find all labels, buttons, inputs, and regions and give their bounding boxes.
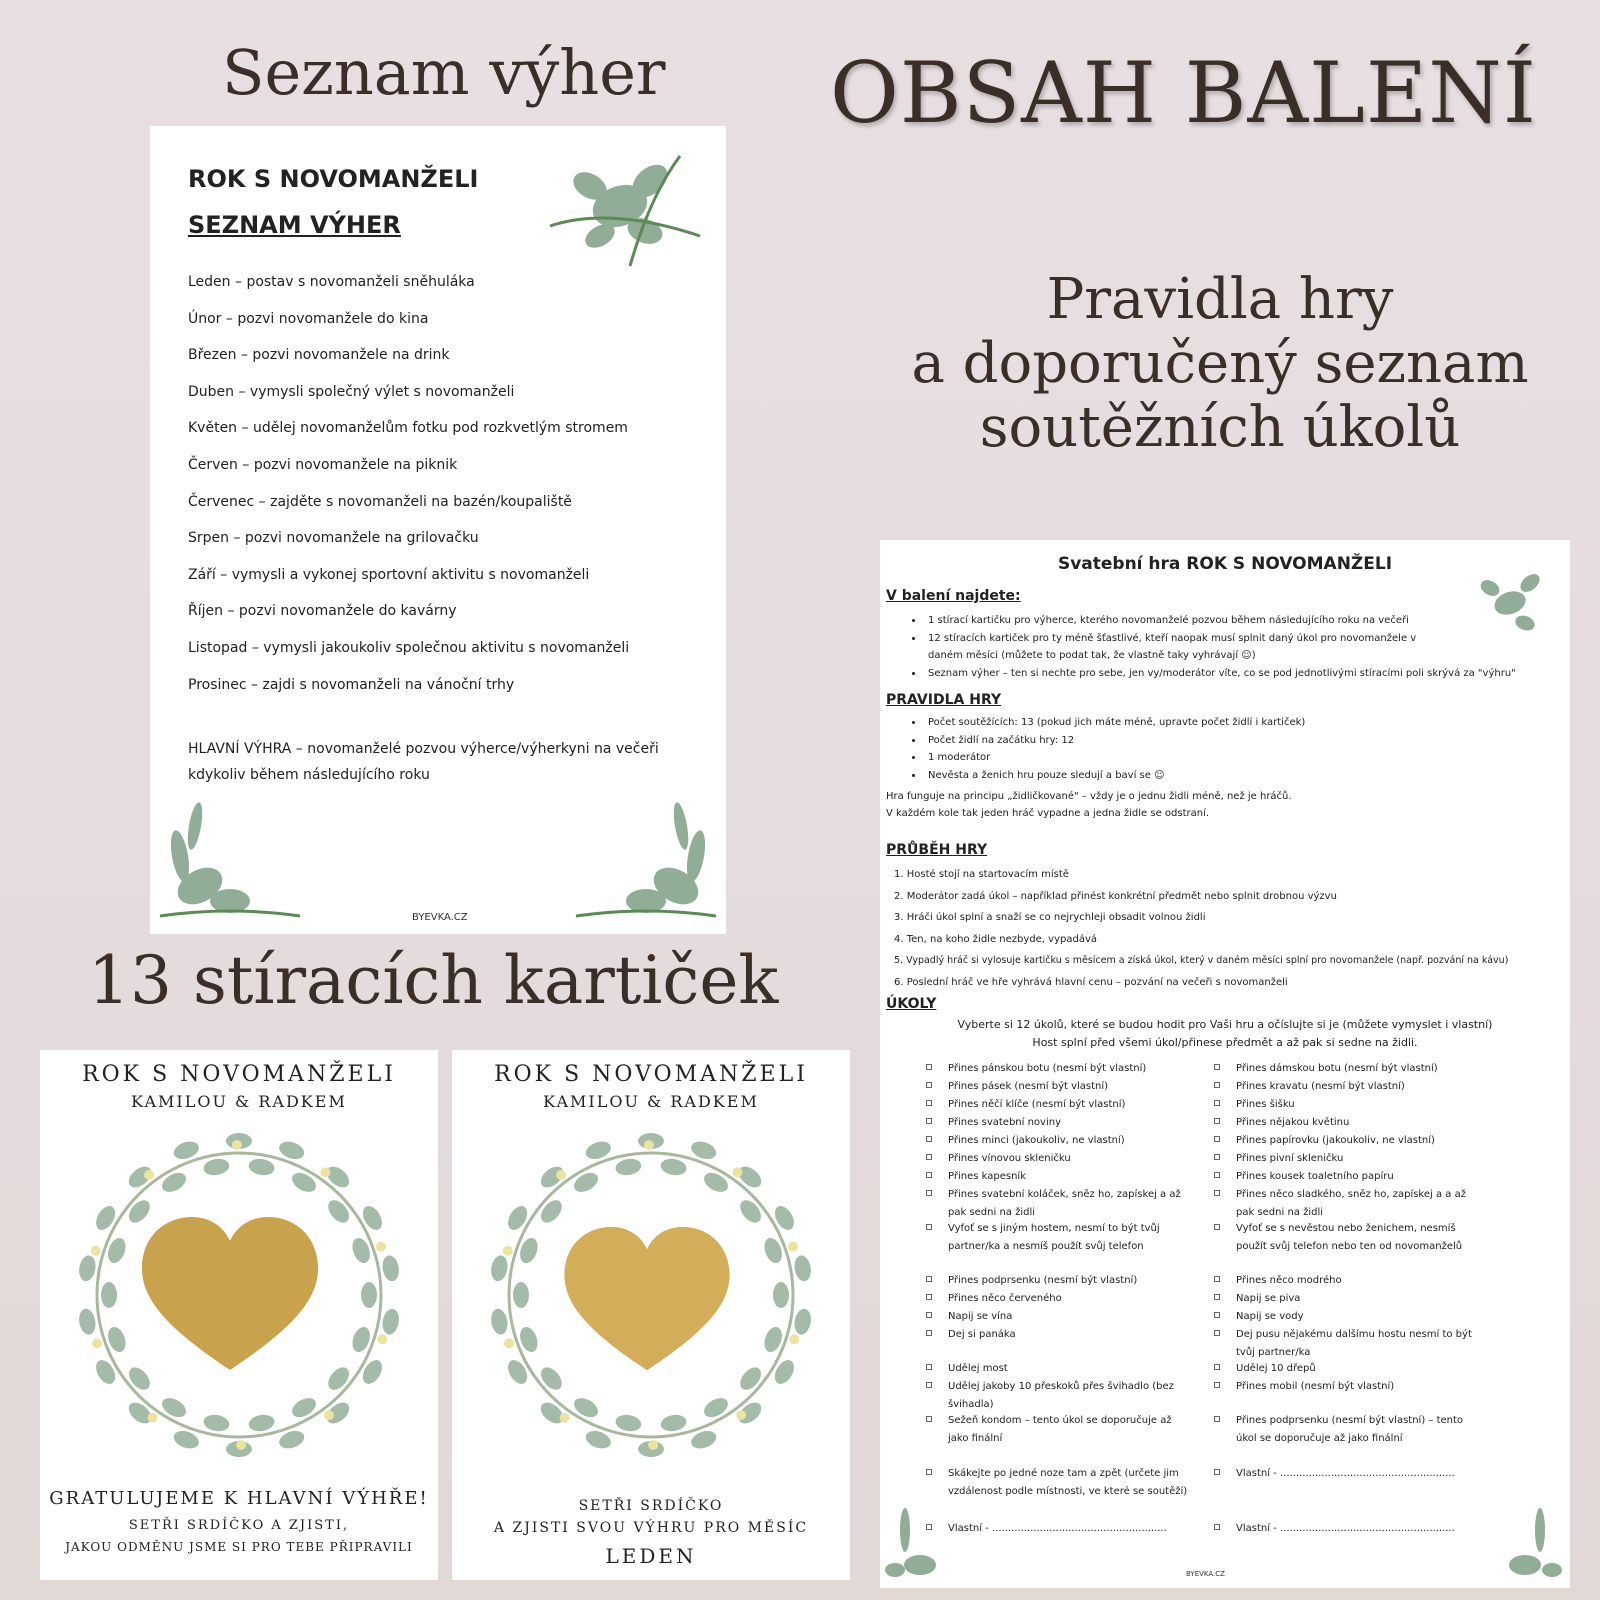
rules-explanation-line1: Hra funguje na principu „židličkované" – vždy je o jednu židli méně, než je hráčů. bbox=[886, 791, 1292, 802]
wreath-flower bbox=[644, 1140, 654, 1150]
scratch-card-main-prize bbox=[40, 1050, 438, 1580]
task-item bbox=[926, 1078, 1226, 1096]
checkbox-icon[interactable] bbox=[926, 1312, 932, 1318]
prize-item: Září – vymysli a vykonej sportovní aktivitu s novomanželi bbox=[188, 566, 590, 583]
wreath-leaf bbox=[773, 1282, 789, 1308]
task-item bbox=[1214, 1465, 1514, 1483]
card-main-title: ROK S NOVOMANŽELI bbox=[82, 1062, 396, 1087]
rules-item: • 1 moderátor bbox=[924, 749, 1564, 767]
wreath-flower bbox=[320, 1167, 330, 1177]
wreath-leaf bbox=[159, 1394, 190, 1421]
prize-list bbox=[188, 264, 708, 703]
wreath-leaf bbox=[489, 1308, 509, 1336]
task-item bbox=[1214, 1168, 1514, 1186]
wreath-leaf bbox=[202, 1157, 230, 1177]
gold-scratch-heart[interactable] bbox=[140, 1215, 320, 1375]
checkbox-icon[interactable] bbox=[1214, 1118, 1220, 1124]
progress-step: 5. Vypadlý hráč si vylosuje kartičku s měsícem a získá úkol, který v daném měsíci splní pro novomanžele (např. pozvání na kávu) bbox=[894, 955, 1509, 966]
tasks-left-column bbox=[926, 1060, 1226, 1570]
task-item bbox=[926, 1186, 1226, 1221]
wreath-leaf bbox=[793, 1254, 813, 1282]
wreath-flower bbox=[92, 1338, 102, 1348]
heading-rules bbox=[880, 268, 1560, 460]
task-item bbox=[1214, 1150, 1514, 1168]
scratch-card-month bbox=[452, 1050, 850, 1580]
checkbox-icon[interactable] bbox=[1214, 1294, 1220, 1300]
prize-item: Srpen – pozvi novomanžele na grilovačku bbox=[188, 530, 479, 547]
task-item bbox=[1214, 1096, 1514, 1114]
section-rules: PRAVIDLA HRY bbox=[886, 692, 1002, 708]
wreath-leaf bbox=[736, 1196, 765, 1226]
prize-item: Březen – pozvi novomanžele na drink bbox=[188, 347, 450, 364]
wreath-leaf bbox=[324, 1196, 353, 1226]
wreath-leaf bbox=[659, 1157, 687, 1177]
checkbox-icon[interactable] bbox=[1214, 1064, 1220, 1070]
wreath-flower bbox=[560, 1413, 570, 1423]
task-text: Přines něčí klíče (nesmí být vlastní) bbox=[948, 1099, 1126, 1110]
task-text: Přines papírovku (jakoukoliv, ne vlastní) bbox=[1236, 1135, 1435, 1146]
section-progress: PRŮBĚH HRY bbox=[886, 842, 988, 858]
heading-rules-line3: soutěžních úkolů bbox=[979, 395, 1461, 460]
checkbox-icon[interactable] bbox=[1214, 1330, 1220, 1336]
gold-scratch-heart[interactable] bbox=[562, 1225, 732, 1375]
tasks-intro bbox=[880, 1016, 1570, 1052]
eucalyptus-decoration-rules-bottom-right bbox=[1480, 1470, 1570, 1588]
task-text: Dej si panáka bbox=[948, 1329, 1016, 1340]
task-item bbox=[926, 1150, 1226, 1168]
task-item bbox=[1214, 1290, 1514, 1308]
package-item: • 12 stíracích kartiček pro ty méně šťastlivé, kteří naopak musí splnit daný úkol pro novomanžele v daném měsíci (můžete to podat tak, že vlastně taky vyhrávají ☺) bbox=[924, 630, 1444, 665]
wreath-flower bbox=[504, 1338, 514, 1348]
wreath-leaf bbox=[659, 1413, 687, 1433]
task-text: Dej pusu nějakému dalšímu hostu nesmí to být tvůj partner/ka bbox=[1236, 1329, 1472, 1358]
card-main-headline: GRATULUJEME K HLAVNÍ VÝHŘE! bbox=[49, 1488, 429, 1509]
task-item bbox=[926, 1465, 1226, 1500]
task-item bbox=[926, 1060, 1226, 1078]
task-text: Vlastní - ....................................................... bbox=[1236, 1468, 1455, 1479]
package-item: • 1 stírací kartičku pro výherce, kterého novomanželé pozvou během následujícího roku na večeři bbox=[924, 612, 1564, 630]
task-item bbox=[1214, 1378, 1514, 1396]
task-item bbox=[926, 1412, 1226, 1447]
task-text: Udělej jakoby 10 přeskoků přes švihadlo (bez švihadla) bbox=[948, 1381, 1174, 1410]
prize-sheet-title-line2: SEZNAM VÝHER bbox=[188, 211, 401, 239]
wreath-leaf bbox=[513, 1282, 529, 1308]
prize-item: Únor – pozvi novomanžele do kina bbox=[188, 310, 429, 327]
task-item bbox=[926, 1308, 1226, 1326]
progress-step: 2. Moderátor zadá úkol – například přinést konkrétní předmět nebo splnit drobnou výzvu bbox=[894, 890, 1337, 902]
wreath-leaf bbox=[614, 1413, 642, 1433]
wreath-leaf bbox=[793, 1308, 813, 1336]
rules-item: • Nevěsta a ženich hru pouze sledují a baví se ☺ bbox=[924, 767, 1564, 785]
task-text: Přines podprsenku (nesmí být vlastní) bbox=[948, 1275, 1138, 1286]
task-text: Přines nějakou květinu bbox=[1236, 1117, 1350, 1128]
heading-scratch-cards: 13 stíracích kartiček bbox=[88, 942, 779, 1019]
wreath-flower bbox=[324, 1410, 334, 1420]
wreath-leaf bbox=[289, 1394, 320, 1421]
eucalyptus-decoration-rules-bottom-left bbox=[880, 1470, 960, 1588]
prize-list-sheet bbox=[150, 126, 726, 934]
task-item bbox=[926, 1290, 1226, 1308]
checkbox-icon[interactable] bbox=[926, 1276, 932, 1282]
task-text: Napij se piva bbox=[1236, 1293, 1301, 1304]
task-text: Vlastní - ....................................................... bbox=[1236, 1523, 1455, 1534]
wreath-flower bbox=[144, 1170, 154, 1180]
task-item bbox=[926, 1132, 1226, 1150]
checkbox-icon[interactable] bbox=[1214, 1172, 1220, 1178]
checkbox-icon[interactable] bbox=[1214, 1136, 1220, 1142]
prize-item: Červenec – zajděte s novomanželi na bazén/koupaliště bbox=[188, 493, 572, 510]
task-text: Přines kravatu (nesmí být vlastní) bbox=[1236, 1081, 1405, 1092]
task-item bbox=[1214, 1412, 1514, 1447]
tasks-right-column bbox=[1214, 1060, 1514, 1570]
task-item bbox=[926, 1326, 1226, 1344]
card-main-line1: SETŘI SRDÍČKO A ZJISTI, bbox=[128, 1518, 350, 1533]
wreath-flower bbox=[236, 1440, 246, 1450]
wreath-flower bbox=[648, 1440, 658, 1450]
wreath-leaf bbox=[202, 1413, 230, 1433]
task-text: Vyfoť se s nevěstou nebo ženichem, nesmíš použít svůj telefon nebo ten od novomanželů bbox=[1236, 1223, 1463, 1252]
wreath-flower bbox=[736, 1410, 746, 1420]
eucalyptus-decoration-top-right bbox=[530, 136, 710, 276]
rules-item: • Počet židlí na začátku hry: 12 bbox=[924, 732, 1564, 750]
package-list bbox=[924, 612, 1564, 682]
task-item bbox=[1214, 1132, 1514, 1150]
task-text: Sežeň kondom – tento úkol se doporučuje až jako finální bbox=[948, 1415, 1172, 1444]
eucalyptus-decoration-bottom-left bbox=[150, 766, 310, 926]
checkbox-icon[interactable] bbox=[926, 1064, 932, 1070]
task-item bbox=[926, 1168, 1226, 1186]
wreath-flower bbox=[376, 1242, 386, 1252]
card-month-name: LEDEN bbox=[605, 1544, 697, 1568]
prize-item: Květen – udělej novomanželům fotku pod rozkvetlým stromem bbox=[188, 420, 628, 437]
task-text: Přines kapesník bbox=[948, 1171, 1026, 1182]
checkbox-icon[interactable] bbox=[926, 1294, 932, 1300]
task-item bbox=[1214, 1186, 1514, 1221]
prize-sheet-title-line1: ROK S NOVOMANŽELI bbox=[188, 165, 479, 193]
task-text: Přines pásek (nesmí být vlastní) bbox=[948, 1081, 1109, 1092]
task-text: Napij se vína bbox=[948, 1311, 1013, 1322]
progress-step: 1. Hosté stojí na startovacím místě bbox=[894, 869, 1069, 880]
checkbox-icon[interactable] bbox=[1214, 1469, 1220, 1475]
progress-list bbox=[894, 864, 1564, 993]
checkbox-icon[interactable] bbox=[926, 1364, 932, 1370]
prize-sheet-footer: BYEVKA.CZ bbox=[412, 912, 468, 923]
wreath-leaf bbox=[159, 1169, 190, 1196]
rules-explanation-line2: V každém kole tak jeden hráč vypadne a jedna židle se odstraní. bbox=[886, 808, 1210, 819]
wreath-leaf bbox=[77, 1254, 97, 1282]
section-tasks: ÚKOLY bbox=[886, 996, 937, 1012]
task-text: Přines něco modrého bbox=[1236, 1275, 1342, 1286]
tasks-intro-line1: Vyberte si 12 úkolů, které se budou hodit pro Vaši hru a očíslujte si je (můžete vymyslet i vlastní) bbox=[957, 1018, 1493, 1031]
progress-step: 6. Poslední hráč ve hře vyhrává hlavní cenu – pozvání na večeři s novomanželi bbox=[894, 976, 1288, 988]
wreath-leaf bbox=[736, 1363, 765, 1393]
checkbox-icon[interactable] bbox=[1214, 1190, 1220, 1196]
task-text: Přines něco sladkého, sněz ho, zapískej a a až pak sedni na židli bbox=[1236, 1189, 1466, 1218]
wreath-leaf bbox=[735, 1163, 765, 1192]
heading-rules-line1: Pravidla hry bbox=[1046, 267, 1394, 332]
checkbox-icon[interactable] bbox=[926, 1154, 932, 1160]
task-text: Udělej 10 dřepů bbox=[1236, 1363, 1316, 1374]
task-text: Vlastní - ....................................................... bbox=[948, 1523, 1167, 1534]
prize-item: Prosinec – zajdi s novomanželi na vánoční trhy bbox=[188, 676, 515, 693]
wreath-leaf bbox=[571, 1169, 602, 1196]
card-main-subtitle: KAMILOU & RADKEM bbox=[131, 1092, 347, 1111]
task-text: Přines něco červeného bbox=[948, 1293, 1062, 1304]
tasks-intro-line2: Host splní před všemi úkol/přinese předmět a až pak si sedne na židli. bbox=[1032, 1036, 1418, 1049]
wreath-leaf bbox=[701, 1394, 732, 1421]
wreath-leaf bbox=[324, 1363, 353, 1393]
wreath-leaf bbox=[289, 1169, 320, 1196]
checkbox-icon[interactable] bbox=[926, 1172, 932, 1178]
task-text: Skákejte po jedné noze tam a zpět (určete jim vzdálenost podle místnosti, ve které se soutěží) bbox=[948, 1468, 1188, 1497]
task-text: Přines šišku bbox=[1236, 1099, 1295, 1110]
wreath-leaf bbox=[247, 1157, 275, 1177]
wreath-leaf bbox=[77, 1308, 97, 1336]
wreath-flower bbox=[556, 1170, 566, 1180]
task-item bbox=[1214, 1060, 1514, 1078]
wreath-leaf bbox=[537, 1399, 567, 1428]
wreath-leaf bbox=[247, 1413, 275, 1433]
wreath-leaf bbox=[101, 1282, 117, 1308]
task-text: Přines svatební noviny bbox=[948, 1117, 1062, 1128]
heading-package-contents: OBSAH BALENÍ bbox=[830, 44, 1537, 142]
wreath-flower bbox=[788, 1242, 798, 1252]
wreath-flower bbox=[789, 1334, 799, 1344]
checkbox-icon[interactable] bbox=[926, 1118, 932, 1124]
wreath-leaf bbox=[571, 1394, 602, 1421]
wreath-leaf bbox=[361, 1282, 377, 1308]
main-prize-line2: kdykoliv během následujícího roku bbox=[188, 767, 430, 783]
checkbox-icon[interactable] bbox=[1214, 1416, 1220, 1422]
prize-item: Leden – postav s novomanželi sněhuláka bbox=[188, 274, 475, 290]
wreath-leaf bbox=[381, 1254, 401, 1282]
task-text: Přines pivní skleničku bbox=[1236, 1153, 1344, 1164]
rules-item: • Počet soutěžících: 13 (pokud jich máte méně, upravte počet židlí i kartiček) bbox=[924, 714, 1564, 732]
task-text: Napij se vody bbox=[1236, 1311, 1304, 1322]
checkbox-icon[interactable] bbox=[926, 1416, 932, 1422]
task-text: Udělej most bbox=[948, 1363, 1008, 1374]
checkbox-icon[interactable] bbox=[1214, 1524, 1220, 1530]
task-item bbox=[1214, 1308, 1514, 1326]
card-main-line2: JAKOU ODMĚNU JSME SI PRO TEBE PŘIPRAVILI bbox=[65, 1540, 413, 1554]
checkbox-icon[interactable] bbox=[926, 1082, 932, 1088]
checkbox-icon[interactable] bbox=[926, 1224, 932, 1230]
task-text: Přines kousek toaletního papíru bbox=[1236, 1171, 1394, 1182]
task-item bbox=[1214, 1326, 1514, 1361]
wreath-flower bbox=[91, 1246, 101, 1256]
task-item bbox=[926, 1360, 1226, 1378]
wreath-leaf bbox=[125, 1399, 155, 1428]
task-text: Vyfoť se s jiným hostem, nesmí to být tvůj partner/ka a nesmíš použít svůj telefon bbox=[948, 1223, 1160, 1252]
task-text: Přines minci (jakoukoliv, ne vlastní) bbox=[948, 1135, 1125, 1146]
task-text: Přines svatební koláček, sněz ho, zapískej a až pak sedni na židli bbox=[948, 1189, 1181, 1218]
checkbox-icon[interactable] bbox=[1214, 1082, 1220, 1088]
task-item bbox=[1214, 1220, 1514, 1255]
progress-step: 4. Ten, na koho židle nezbyde, vypadává bbox=[894, 933, 1097, 945]
checkbox-icon[interactable] bbox=[1214, 1224, 1220, 1230]
checkbox-icon[interactable] bbox=[1214, 1364, 1220, 1370]
card-month-title: ROK S NOVOMANŽELI bbox=[494, 1062, 808, 1087]
checkbox-icon[interactable] bbox=[1214, 1154, 1220, 1160]
task-text: Přines mobil (nesmí být vlastní) bbox=[1236, 1381, 1395, 1392]
task-item bbox=[1214, 1520, 1514, 1538]
task-item bbox=[926, 1114, 1226, 1132]
task-item bbox=[1214, 1114, 1514, 1132]
checkbox-icon[interactable] bbox=[926, 1382, 932, 1388]
heading-prize-list: Seznam výher bbox=[222, 36, 666, 109]
wreath-flower bbox=[148, 1413, 158, 1423]
prize-item: Listopad – vymysli jakoukoliv společnou aktivitu s novomanželi bbox=[188, 639, 630, 656]
rules-sheet-footer: BYEVKA.CZ bbox=[1186, 1570, 1225, 1578]
prize-item: Duben – vymysli společný výlet s novomanželi bbox=[188, 383, 515, 400]
rules-title: Svatební hra ROK S NOVOMANŽELI bbox=[1057, 554, 1393, 574]
task-item bbox=[1214, 1360, 1514, 1378]
checkbox-icon[interactable] bbox=[1214, 1100, 1220, 1106]
checkbox-icon[interactable] bbox=[1214, 1276, 1220, 1282]
wreath-leaf bbox=[381, 1308, 401, 1336]
wreath-flower bbox=[377, 1334, 387, 1344]
card-month-line1: SETŘI SRDÍČKO bbox=[578, 1498, 724, 1514]
progress-step: 3. Hráči úkol splní a snaží se co nejrychleji obsadit volnou židli bbox=[894, 912, 1206, 923]
task-text: Přines vínovou skleničku bbox=[948, 1153, 1071, 1164]
card-month-line2: A ZJISTI SVOU VÝHRU PRO MĚSÍC bbox=[493, 1520, 809, 1536]
task-item bbox=[926, 1378, 1226, 1413]
wreath-leaf bbox=[701, 1169, 732, 1196]
main-prize-line1: HLAVNÍ VÝHRA – novomanželé pozvou výherce/výherkyni na večeři bbox=[188, 741, 659, 757]
wreath-leaf bbox=[323, 1163, 353, 1192]
wreath-leaf bbox=[489, 1254, 509, 1282]
package-item: • Seznam výher – ten si nechte pro sebe, jen vy/moderátor víte, co se pod jednotlivými stíracími poli skrývá za "výhru" bbox=[924, 665, 1564, 683]
rules-list bbox=[924, 714, 1564, 784]
checkbox-icon[interactable] bbox=[1214, 1312, 1220, 1318]
task-item bbox=[926, 1520, 1226, 1538]
checkbox-icon[interactable] bbox=[926, 1330, 932, 1336]
wreath-leaf bbox=[614, 1157, 642, 1177]
task-item bbox=[1214, 1272, 1514, 1290]
eucalyptus-decoration-bottom-right bbox=[566, 766, 726, 926]
task-text: Přines podprsenku (nesmí být vlastní) – tento úkol se doporučuje až jako finální bbox=[1236, 1415, 1464, 1444]
heading-rules-line2: a doporučený seznam bbox=[911, 331, 1529, 396]
rules-explanation bbox=[886, 788, 1566, 822]
wreath-flower bbox=[503, 1246, 513, 1256]
checkbox-icon[interactable] bbox=[1214, 1382, 1220, 1388]
task-item bbox=[1214, 1078, 1514, 1096]
task-item bbox=[926, 1096, 1226, 1114]
checkbox-icon[interactable] bbox=[926, 1136, 932, 1142]
prize-sheet-title bbox=[188, 156, 478, 248]
section-package: V balení najdete: bbox=[886, 588, 1021, 604]
wreath-flower bbox=[732, 1167, 742, 1177]
task-text: Přines pánskou botu (nesmí být vlastní) bbox=[948, 1063, 1147, 1074]
card-month-subtitle: KAMILOU & RADKEM bbox=[543, 1092, 759, 1111]
prize-item: Červen – pozvi novomanžele na piknik bbox=[188, 456, 458, 473]
checkbox-icon[interactable] bbox=[926, 1190, 932, 1196]
rules-sheet bbox=[880, 540, 1570, 1588]
prize-item: Říjen – pozvi novomanžele do kavárny bbox=[188, 603, 457, 620]
wreath-flower bbox=[232, 1140, 242, 1150]
task-item bbox=[926, 1272, 1226, 1290]
checkbox-icon[interactable] bbox=[926, 1100, 932, 1106]
task-item bbox=[926, 1220, 1226, 1255]
wreath-leaf bbox=[537, 1196, 566, 1226]
task-text: Přines dámskou botu (nesmí být vlastní) bbox=[1236, 1063, 1438, 1074]
